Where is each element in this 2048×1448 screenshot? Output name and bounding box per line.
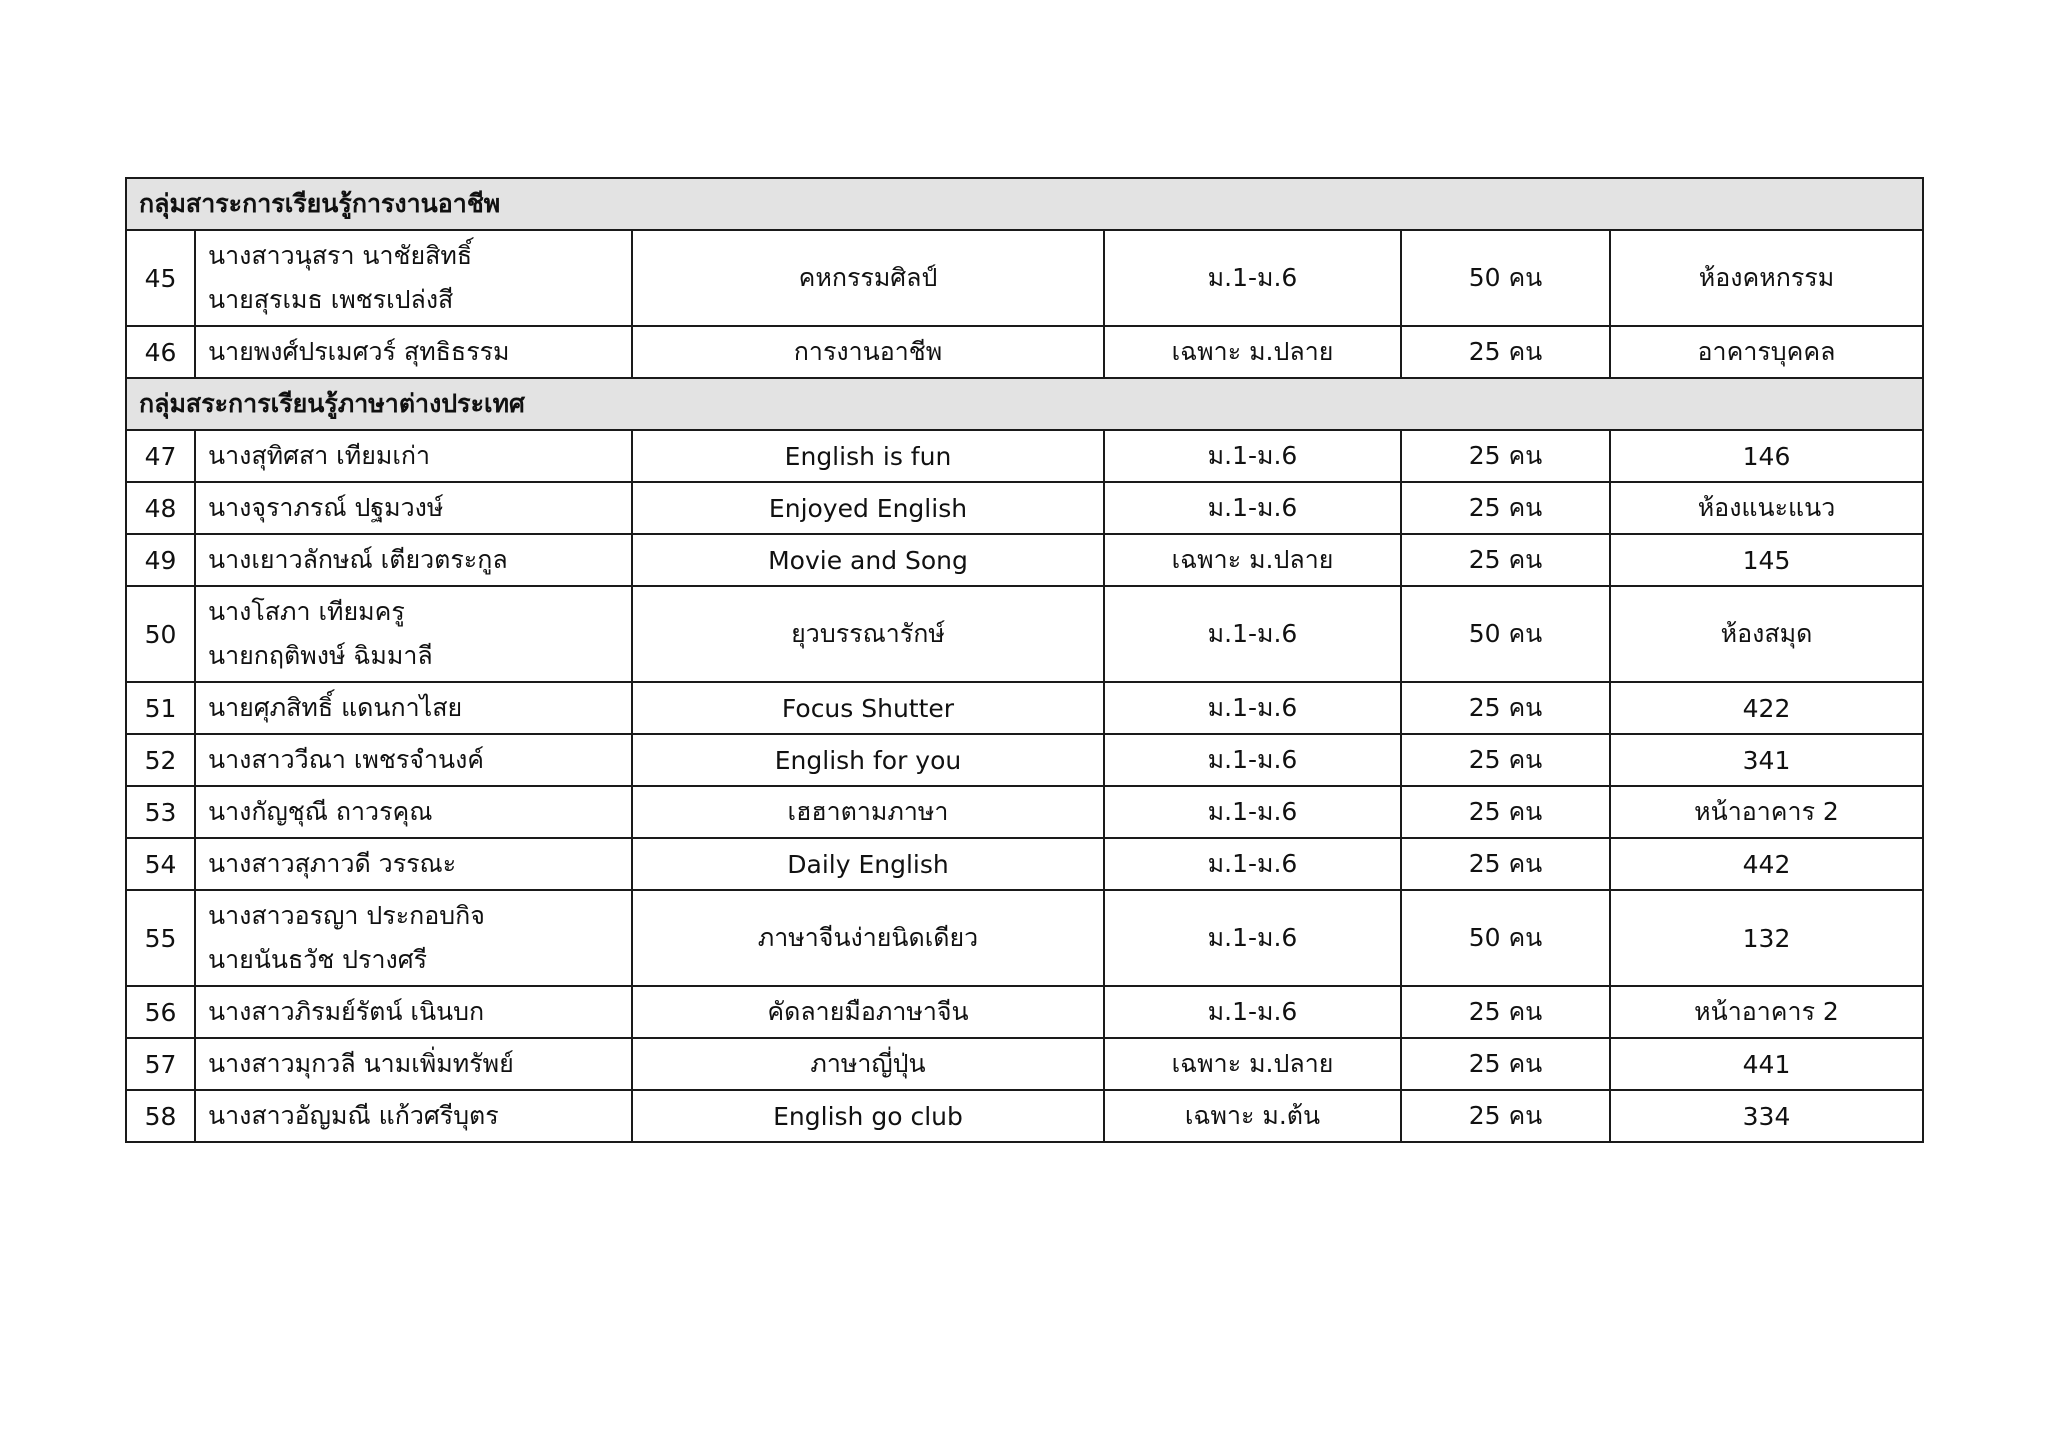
teacher-names-cell	[195, 326, 632, 378]
grade-level: ม.1-ม.6	[1104, 430, 1401, 482]
room-location: 341	[1610, 734, 1923, 786]
teacher-name: นายศุภสิทธิ์ แดนกาไสย	[208, 693, 463, 722]
teacher-name: นางสาวภิรมย์รัตน์ เนินบก	[208, 997, 485, 1026]
grade-level: ม.1-ม.6	[1104, 230, 1401, 326]
row-number: 55	[126, 890, 195, 986]
row-number: 45	[126, 230, 195, 326]
capacity: 25 คน	[1401, 430, 1610, 482]
teacher-name: นายกฤติพงษ์ ฉิมมาลี	[208, 641, 433, 670]
room-location: หน้าอาคาร 2	[1610, 986, 1923, 1038]
room-location: 422	[1610, 682, 1923, 734]
teacher-names-cell	[195, 430, 632, 482]
room-location: ห้องคหกรรม	[1610, 230, 1923, 326]
teacher-names-cell	[195, 890, 632, 986]
activity-name: Focus Shutter	[632, 682, 1104, 734]
room-location: 441	[1610, 1038, 1923, 1090]
grade-level: ม.1-ม.6	[1104, 890, 1401, 986]
activity-name: Daily English	[632, 838, 1104, 890]
activity-name: English go club	[632, 1090, 1104, 1142]
table-row	[126, 1090, 1923, 1142]
row-number: 53	[126, 786, 195, 838]
grade-level: เฉพาะ ม.ต้น	[1104, 1090, 1401, 1142]
grade-level: ม.1-ม.6	[1104, 734, 1401, 786]
capacity: 25 คน	[1401, 838, 1610, 890]
row-number: 56	[126, 986, 195, 1038]
teacher-name: นางสุทิศสา เทียมเก่า	[208, 441, 431, 470]
grade-level: ม.1-ม.6	[1104, 986, 1401, 1038]
row-number: 46	[126, 326, 195, 378]
activity-name: Movie and Song	[632, 534, 1104, 586]
table-row	[126, 482, 1923, 534]
table-row	[126, 230, 1923, 326]
teacher-names-cell	[195, 838, 632, 890]
group-header-row	[126, 178, 1923, 230]
teacher-name: นางโสภา เทียมครู	[208, 597, 405, 626]
capacity: 25 คน	[1401, 786, 1610, 838]
group-header-row	[126, 378, 1923, 430]
room-location: ห้องสมุด	[1610, 586, 1923, 682]
table-row	[126, 534, 1923, 586]
table-row	[126, 682, 1923, 734]
capacity: 25 คน	[1401, 682, 1610, 734]
table-row	[126, 326, 1923, 378]
teacher-name: นายสุรเมธ เพชรเปล่งสี	[208, 285, 454, 314]
activity-name: ยุวบรรณารักษ์	[632, 586, 1104, 682]
table-row	[126, 890, 1923, 986]
capacity: 25 คน	[1401, 326, 1610, 378]
grade-level: ม.1-ม.6	[1104, 786, 1401, 838]
teacher-name: นายนันธวัช ปรางศรี	[208, 945, 428, 974]
grade-level: ม.1-ม.6	[1104, 682, 1401, 734]
activity-name: เฮฮาตามภาษา	[632, 786, 1104, 838]
table-row	[126, 734, 1923, 786]
activity-name: English is fun	[632, 430, 1104, 482]
row-number: 49	[126, 534, 195, 586]
teacher-name: นายพงศ์ปรเมศวร์ สุทธิธรรม	[208, 337, 510, 366]
grade-level: เฉพาะ ม.ปลาย	[1104, 1038, 1401, 1090]
teacher-name: นางสาวอรญา ประกอบกิจ	[208, 901, 485, 930]
teacher-names-cell	[195, 1038, 632, 1090]
teacher-names-cell	[195, 482, 632, 534]
row-number: 48	[126, 482, 195, 534]
row-number: 52	[126, 734, 195, 786]
capacity: 25 คน	[1401, 986, 1610, 1038]
activity-name: ภาษาญี่ปุ่น	[632, 1038, 1104, 1090]
teacher-names-cell	[195, 682, 632, 734]
capacity: 25 คน	[1401, 734, 1610, 786]
teacher-names-cell	[195, 230, 632, 326]
table-row	[126, 586, 1923, 682]
table-body	[126, 178, 1923, 1142]
table-row	[126, 986, 1923, 1038]
row-number: 47	[126, 430, 195, 482]
row-number: 58	[126, 1090, 195, 1142]
activity-name: English for you	[632, 734, 1104, 786]
grade-level: เฉพาะ ม.ปลาย	[1104, 534, 1401, 586]
teacher-names-cell	[195, 534, 632, 586]
table-row	[126, 786, 1923, 838]
room-location: 146	[1610, 430, 1923, 482]
teacher-names-cell	[195, 786, 632, 838]
activity-name: Enjoyed English	[632, 482, 1104, 534]
table-row	[126, 838, 1923, 890]
capacity: 50 คน	[1401, 890, 1610, 986]
teacher-names-cell	[195, 986, 632, 1038]
room-location: 334	[1610, 1090, 1923, 1142]
teacher-name: นางเยาวลักษณ์ เตียวตระกูล	[208, 545, 508, 574]
group-title: กลุ่มสาระการเรียนรู้การงานอาชีพ	[126, 178, 1923, 230]
table-row	[126, 430, 1923, 482]
capacity: 25 คน	[1401, 482, 1610, 534]
activity-name: คัดลายมือภาษาจีน	[632, 986, 1104, 1038]
capacity: 25 คน	[1401, 1090, 1610, 1142]
activity-name: การงานอาชีพ	[632, 326, 1104, 378]
capacity: 25 คน	[1401, 1038, 1610, 1090]
activity-table	[125, 177, 1924, 1143]
grade-level: ม.1-ม.6	[1104, 482, 1401, 534]
grade-level: เฉพาะ ม.ปลาย	[1104, 326, 1401, 378]
capacity: 50 คน	[1401, 586, 1610, 682]
teacher-names-cell	[195, 586, 632, 682]
teacher-name: นางสาวอัญมณี แก้วศรีบุตร	[208, 1101, 499, 1130]
teacher-name: นางสาวมุกวลี นามเพิ่มทรัพย์	[208, 1049, 514, 1078]
teacher-name: นางสาวสุภาวดี วรรณะ	[208, 849, 457, 878]
room-location: ห้องแนะแนว	[1610, 482, 1923, 534]
capacity: 25 คน	[1401, 534, 1610, 586]
teacher-name: นางกัญชุณี ถาวรคุณ	[208, 797, 433, 826]
teacher-name: นางสาววีณา เพชรจำนงค์	[208, 745, 485, 774]
room-location: อาคารบุคคล	[1610, 326, 1923, 378]
teacher-names-cell	[195, 1090, 632, 1142]
row-number: 51	[126, 682, 195, 734]
activity-name: ภาษาจีนง่ายนิดเดียว	[632, 890, 1104, 986]
group-title: กลุ่มสระการเรียนรู้ภาษาต่างประเทศ	[126, 378, 1923, 430]
teacher-name: นางจุราภรณ์ ปฐมวงษ์	[208, 493, 444, 522]
room-location: 145	[1610, 534, 1923, 586]
capacity: 50 คน	[1401, 230, 1610, 326]
teacher-name: นางสาวนุสรา นาชัยสิทธิ์	[208, 241, 473, 270]
activity-name: คหกรรมศิลป์	[632, 230, 1104, 326]
teacher-names-cell	[195, 734, 632, 786]
room-location: 132	[1610, 890, 1923, 986]
room-location: หน้าอาคาร 2	[1610, 786, 1923, 838]
grade-level: ม.1-ม.6	[1104, 838, 1401, 890]
room-location: 442	[1610, 838, 1923, 890]
row-number: 50	[126, 586, 195, 682]
row-number: 57	[126, 1038, 195, 1090]
row-number: 54	[126, 838, 195, 890]
table-row	[126, 1038, 1923, 1090]
grade-level: ม.1-ม.6	[1104, 586, 1401, 682]
